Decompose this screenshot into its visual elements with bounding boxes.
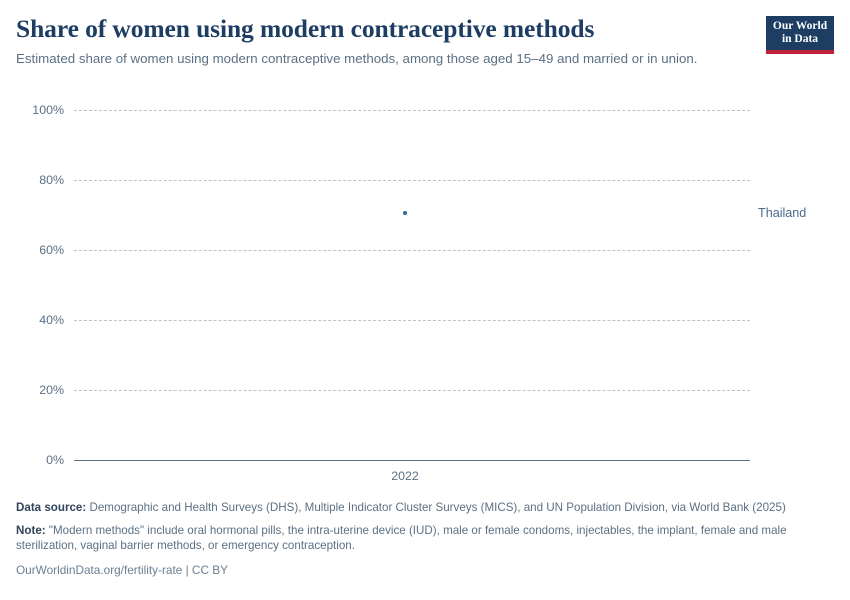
logo-line-2: in Data xyxy=(781,33,819,45)
gridline-80 xyxy=(74,180,750,181)
chart-subtitle: Estimated share of women using modern contraceptive methods, among those aged 15–49 and married or in union. xyxy=(16,51,698,67)
y-tick-label-60: 60% xyxy=(39,242,64,257)
chart-footer xyxy=(16,500,834,586)
y-tick-label-40: 40% xyxy=(39,312,64,327)
logo-line-1: Our World xyxy=(772,20,828,33)
gridline-60 xyxy=(74,250,750,251)
y-tick-label-0: 0% xyxy=(46,452,64,467)
data-source-label: Data source: xyxy=(16,501,87,515)
plot-area xyxy=(16,95,834,485)
x-tick-label-2022: 2022 xyxy=(391,469,419,483)
y-tick-label-80: 80% xyxy=(39,172,64,187)
y-tick-label-20: 20% xyxy=(39,382,64,397)
note-label: Note: xyxy=(16,523,46,537)
chart-header xyxy=(16,14,834,68)
data-point-thailand-2022[interactable] xyxy=(403,211,407,215)
axis-baseline xyxy=(74,460,750,461)
gridline-100 xyxy=(74,110,750,111)
gridline-20 xyxy=(74,390,750,391)
note-line xyxy=(16,523,828,554)
note-text: "Modern methods" include oral hormonal pills, the intra-uterine device (IUD), male or female condoms, injectables, the implant, female and male sterilization, vaginal barrier methods, or emergency contraception. xyxy=(16,523,787,553)
data-source-text: Demographic and Health Surveys (DHS), Multiple Indicator Cluster Surveys (MICS), and UN Population Division, via World Bank (2025) xyxy=(89,501,786,515)
license-link[interactable]: OurWorldinData.org/fertility-rate | CC BY xyxy=(16,563,228,578)
gridline-40 xyxy=(74,320,750,321)
series-label-thailand[interactable]: Thailand xyxy=(758,206,807,220)
y-tick-label-100: 100% xyxy=(32,102,64,117)
our-world-in-data-logo[interactable] xyxy=(766,16,834,54)
data-source-line xyxy=(16,500,828,516)
page-title: Share of women using modern contraceptive methods xyxy=(16,14,595,43)
